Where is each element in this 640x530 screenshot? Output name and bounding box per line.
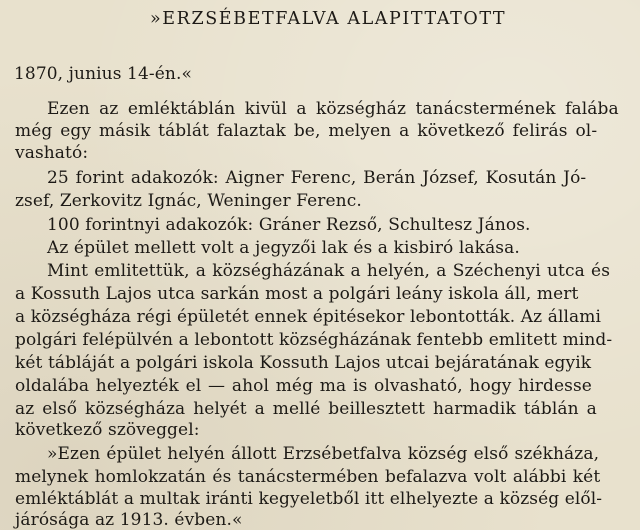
paragraph-line: Az épület mellett volt a jegyzői lak és a kisbiró lakása.	[47, 238, 520, 258]
paragraph-line: a Kossuth Lajos utca sarkán most a polgári leány iskola áll, mert	[15, 284, 579, 304]
paragraph-line: még egy másik táblát falaztak be, melyen a következő felirás ol-	[15, 121, 598, 141]
paragraph-line: Ezen az emléktáblán kivül a községház tanácstermének falába	[47, 99, 619, 119]
quoted-paragraph-line: »Ezen épület helyén állott Erzsébetfalva község első székháza,	[47, 444, 600, 464]
paragraph-line: két tábláját a polgári iskola Kossuth Lajos utcai bejáratának egyik	[15, 353, 592, 373]
paragraph-line: oldalába helyezték el — ahol még ma is olvasható, hogy hirdesse	[15, 376, 592, 396]
paragraph-line: polgári felépülvén a lebontott községházának fentebb emlitett mind-	[15, 330, 613, 350]
paragraph-line: a községháza régi épületét ennek épitésekor lebontották. Az állami	[15, 307, 602, 327]
quoted-paragraph-line: járósága az 1913. évben.«	[15, 510, 243, 530]
paragraph-line: következő szöveggel:	[15, 420, 200, 440]
inscription-heading: »ERZSÉBETFALVA ALAPITTATOTT	[150, 9, 507, 29]
inscription-date-line: 1870, junius 14-én.«	[14, 64, 192, 84]
paragraph-line: zsef, Zerkovitz Ignác, Weninger Ferenc.	[15, 191, 362, 211]
paragraph-line: Mint emlitettük, a községházának a helyén, a Széchenyi utca és	[47, 261, 611, 281]
paragraph-line: 25 forint adakozók: Aigner Ferenc, Berán József, Kosután Jó-	[47, 168, 587, 188]
paragraph-line: vasható:	[15, 143, 89, 163]
quoted-paragraph-line: emléktáblát a multak iránti kegyeletből itt elhelyezte a község elől-	[15, 489, 603, 509]
quoted-paragraph-line: melynek homlokzatán és tanácstermében befalazva volt alábbi két	[15, 467, 601, 487]
paragraph-line: az első községháza helyét a mellé beillesztett harmadik táblán a	[15, 399, 597, 419]
paragraph-line: 100 forintnyi adakozók: Gráner Rezső, Schultesz János.	[47, 215, 531, 235]
